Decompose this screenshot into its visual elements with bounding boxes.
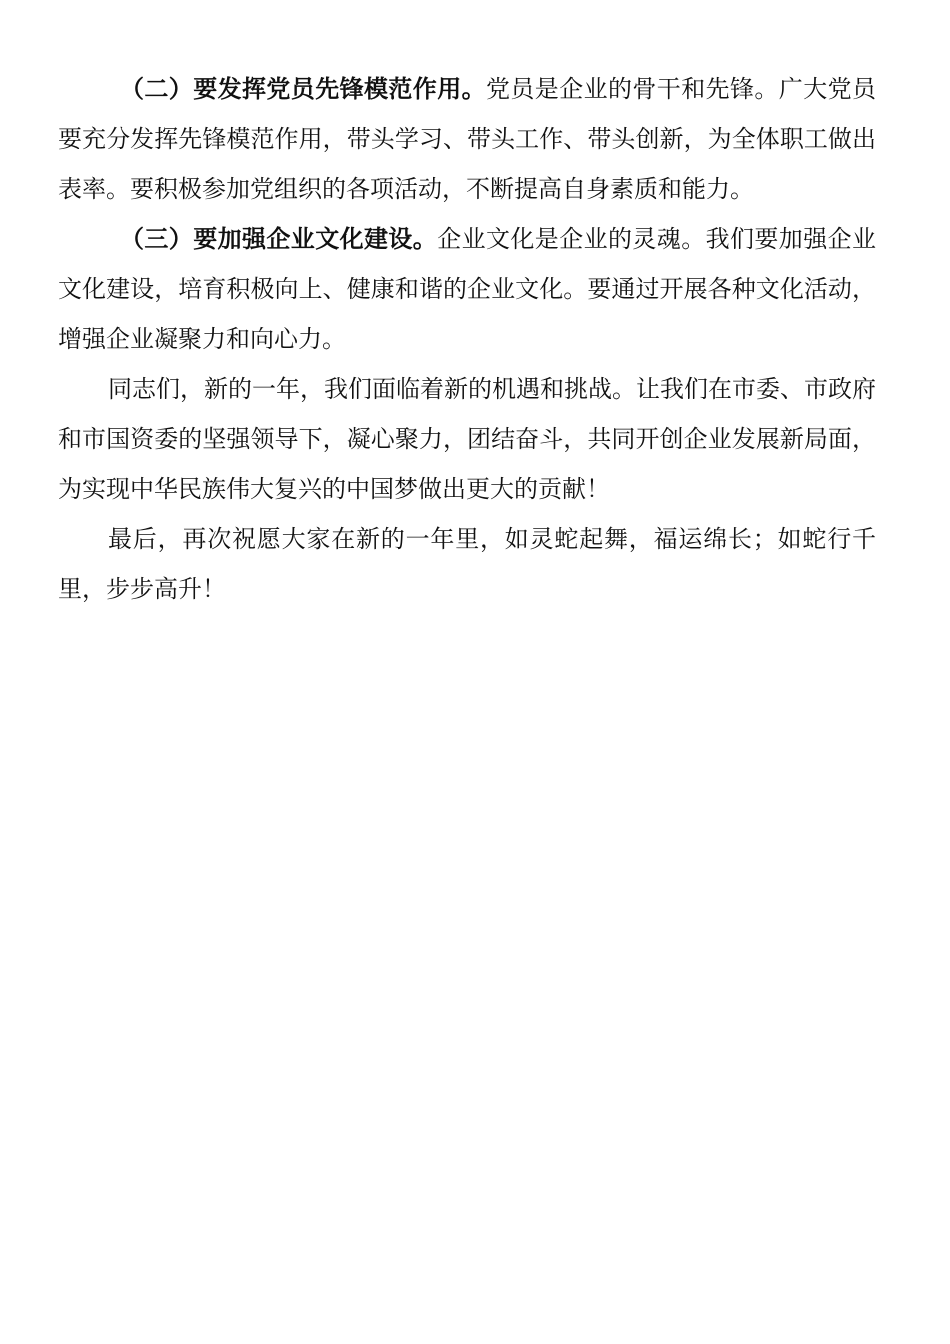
- paragraph-heading: （三）要加强企业文化建设。: [120, 225, 438, 253]
- document-body: [58, 64, 876, 614]
- paragraph-text: 同志们，新的一年，我们面临着新的机遇和挑战。让我们在市委、市政府和市国资委的坚强领导下，凝心聚力，团结奋斗，共同开创企业发展新局面，为实现中华民族伟大复兴的中国梦做出更大的贡献！: [58, 375, 876, 503]
- paragraph-text: 最后，再次祝愿大家在新的一年里，如灵蛇起舞，福运绵长；如蛇行千里，步步高升！: [58, 525, 876, 603]
- paragraph-comrades: [58, 364, 876, 514]
- paragraph-text: 企业文化是企业的灵魂。我们要加强企业文化建设，培育积极向上、健康和谐的企业文化。要通过开展各种文化活动，增强企业凝聚力和向心力。: [58, 225, 877, 353]
- paragraph-closing-wishes: [58, 514, 876, 614]
- paragraph-text: 党员是企业的骨干和先锋。广大党员要充分发挥先锋模范作用，带头学习、带头工作、带头创新，为全体职工做出表率。要积极参加党组织的各项活动，不断提高自身素质和能力。: [58, 75, 876, 203]
- paragraph-corporate-culture: [58, 214, 876, 364]
- paragraph-party-members: [58, 64, 876, 214]
- paragraph-heading: （二）要发挥党员先锋模范作用。: [120, 75, 486, 103]
